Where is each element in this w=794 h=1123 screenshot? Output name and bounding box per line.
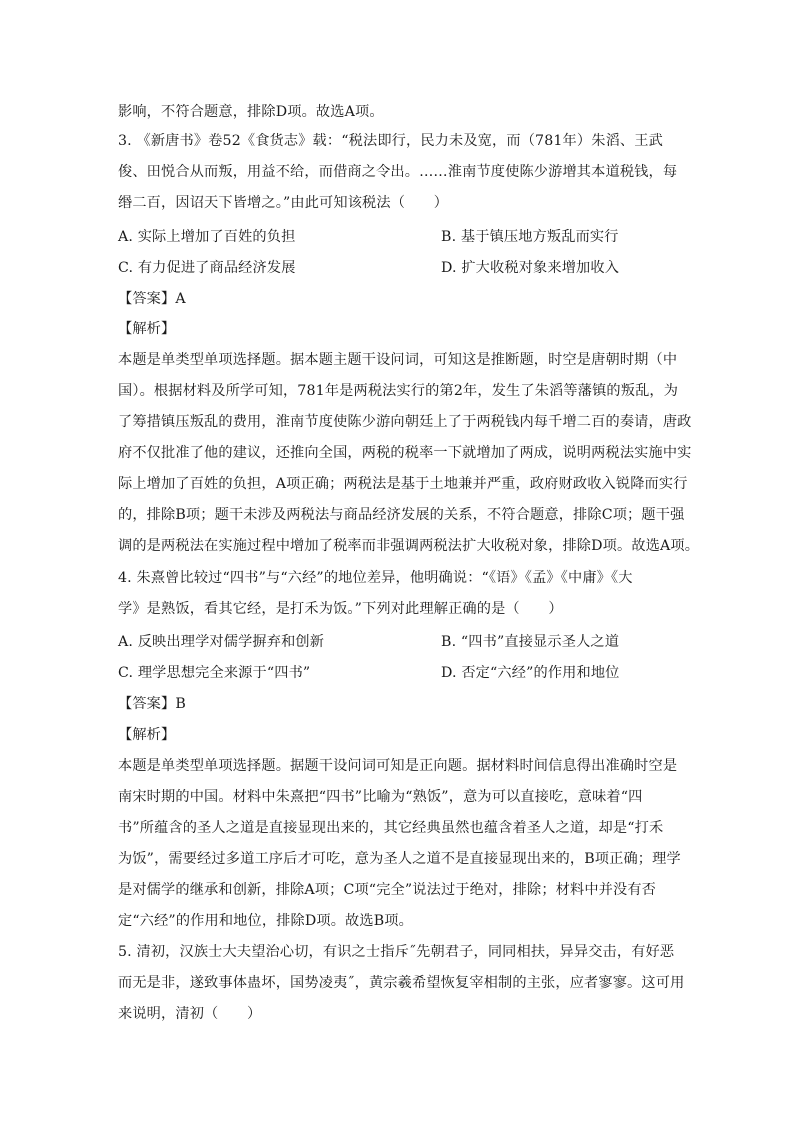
q3-option-d: D. 扩大收税对象来增加收入 (441, 260, 620, 276)
q4-option-d: D. 否定“六经”的作用和地位 (441, 665, 620, 681)
q3-analysis-line: 府不仅批准了他的建议，还推向全国，两税的税率一下就增加了两成，说明两税法实施中实 (118, 445, 692, 461)
question-5-stem: 而无是非，遂致事体蛊坏，国势凌夷˝，黄宗羲希望恢复宰相制的主张，应者寥寥。这可用 (118, 975, 685, 991)
q3-option-c: C. 有力促进了商品经济发展 (118, 260, 296, 276)
question-5-stem: 来说明，清初（ ） (118, 1006, 262, 1022)
q4-analysis-line: 书”所蕴含的圣人之道是直接显现出来的，其它经典虽然也蕴含着圣人之道，却是“打禾 (118, 820, 664, 836)
question-3-stem: 3. 《新唐书》卷52《食货志》载：“税法即行，民力未及宽，而（781年）朱滔、王武 (118, 133, 663, 149)
q3-analysis-line: 了筹措镇压叛乱的费用，淮南节度使陈少游向朝廷上了于两税钱内每千增二百的奏请，唐政 (118, 414, 692, 430)
q4-option-c: C. 理学思想完全来源于“四书” (118, 665, 311, 681)
q3-analysis-line: 本题是单类型单项选择题。据本题主题干设问词，可知这是推断题，时空是唐朝时期（中 (118, 352, 678, 368)
q3-analysis-line: 调的是两税法在实施过程中增加了税率而非强调两税法扩大收税对象，排除D项。故选A项。 (118, 538, 700, 554)
q3-analysis-line: 的，排除B项；题干未涉及两税法与商品经济发展的关系，不符合题意，排除C项；题干强 (118, 507, 685, 523)
q4-option-a: A. 反映出理学对儒学摒弃和创新 (118, 634, 325, 650)
question-5-stem: 5. 清初，汉族士大夫望治心切，有识之士指斥˝先朝君子，同同相扶，异异交击，有好恶 (118, 944, 675, 960)
q3-answer: 【答案】A (118, 291, 186, 307)
question-4-stem: 4. 朱熹曾比较过“四书”与“六经”的地位差异，他明确说：“《语》《孟》《中庸》《大 (118, 570, 633, 586)
q4-analysis-line: 为饭”，需要经过多道工序后才可吃，意为圣人之道不是直接显现出来的，B项正确；理学 (118, 851, 681, 867)
q4-analysis-line: 是对儒学的继承和创新，排除A项；C项“完全”说法过于绝对，排除；材料中并没有否 (118, 882, 657, 898)
q4-analysis-line: 本题是单类型单项选择题。据题干设问词可知是正向题。据材料时间信息得出准确时空是 (118, 758, 678, 774)
q4-option-b: B. “四书”直接显示圣人之道 (441, 634, 620, 650)
q4-analysis-heading: 【解析】 (118, 727, 176, 743)
q3-analysis-line: 际上增加了百姓的负担，A项正确；两税法是基于土地兼并严重，政府财政收入锐降而实行 (118, 476, 688, 492)
q4-analysis-line: 南宋时期的中国。材料中朱熹把“四书”比喻为“熟饭”，意为可以直接吃，意味着“四 (118, 789, 643, 805)
q3-analysis-line: 国）。根据材料及所学可知，781年是两税法实行的第2年，发生了朱滔等藩镇的叛乱，为 (118, 383, 679, 399)
question-4-stem: 学》是熟饭，看其它经，是打禾为饭。”下列对此理解正确的是（ ） (118, 601, 563, 617)
question-3-stem: 缗二百，因诏天下皆增之。”由此可知该税法（ ） (118, 195, 449, 211)
q4-analysis-line: 定“六经”的作用和地位，排除D项。故选B项。 (118, 913, 413, 929)
question-3-stem: 俊、田悦合从而叛，用益不给，而借商之令出。……淮南节度使陈少游增其本道税钱，每 (118, 164, 678, 180)
q4-answer: 【答案】B (118, 696, 186, 712)
q3-analysis-heading: 【解析】 (118, 321, 176, 337)
text-line: 影响，不符合题意，排除D项。故选A项。 (118, 104, 384, 120)
q3-option-b: B. 基于镇压地方叛乱而实行 (441, 229, 619, 245)
q3-option-a: A. 实际上增加了百姓的负担 (118, 229, 296, 245)
